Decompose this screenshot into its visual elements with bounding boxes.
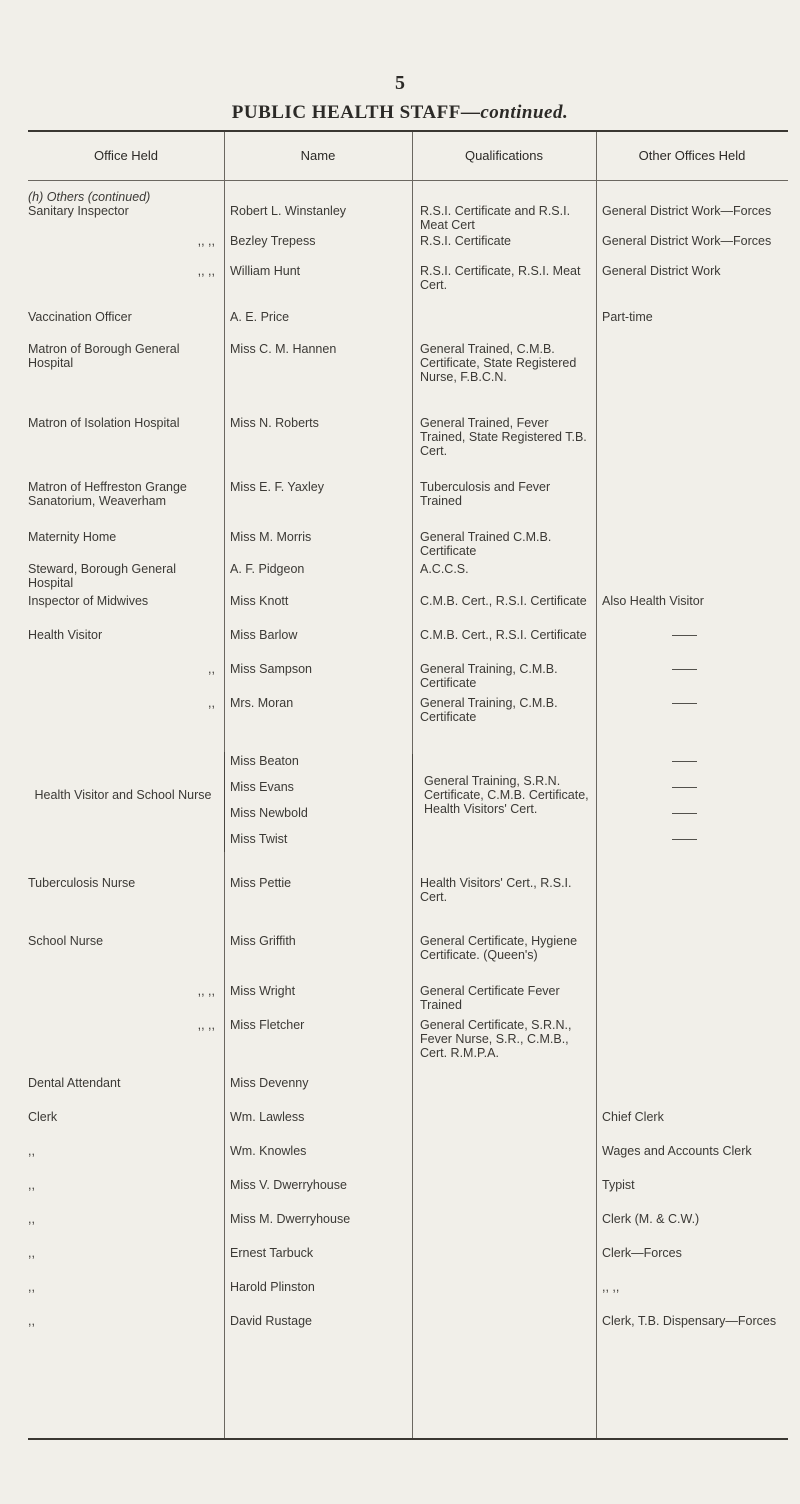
group-name-cell: Miss Beaton — [230, 754, 299, 768]
name-cell: Miss Wright — [230, 984, 296, 998]
office-cell: Matron of Borough General Hospital — [28, 342, 180, 370]
office-cell: Steward, Borough General Hospital — [28, 562, 177, 590]
qual-cell: R.S.I. Certificate — [420, 234, 511, 248]
office-cell: ,, — [28, 1212, 35, 1226]
other-cell: —— — [672, 628, 697, 642]
other-cell: General District Work—Forces — [602, 234, 772, 248]
name-cell: Miss Knott — [230, 594, 289, 608]
header-other: Other Offices Held — [638, 148, 746, 163]
name-cell: David Rustage — [230, 1314, 312, 1328]
other-cell: Part-time — [602, 310, 653, 324]
office-cell: Vaccination Officer — [28, 310, 132, 324]
office-cell: Clerk — [28, 1110, 58, 1124]
other-cell: —— — [672, 806, 697, 820]
office-cell: Tuberculosis Nurse — [28, 876, 136, 890]
office-cell: ,, ,, — [197, 234, 215, 248]
col-divider — [596, 132, 597, 1438]
name-cell: Wm. Knowles — [230, 1144, 307, 1158]
name-cell: Miss M. Dwerryhouse — [230, 1212, 351, 1226]
section-label: (h) Others (continued) — [28, 190, 151, 204]
qual-cell: General Training, C.M.B. Certificate — [420, 696, 558, 724]
other-cell: —— — [672, 754, 697, 768]
office-cell: ,, ,, — [197, 264, 215, 278]
other-cell: Also Health Visitor — [602, 594, 704, 608]
office-cell: ,, ,, — [197, 984, 215, 998]
name-cell: Miss Griffith — [230, 934, 296, 948]
other-cell: Typist — [602, 1178, 635, 1192]
qual-cell: General Certificate Fever Trained — [420, 984, 560, 1012]
header-name: Name — [300, 148, 336, 163]
name-cell: Robert L. Winstanley — [230, 204, 347, 218]
office-cell: ,, — [28, 1246, 35, 1260]
other-cell: Clerk, T.B. Dispensary—Forces — [602, 1314, 777, 1328]
qual-cell: General Certificate, S.R.N., Fever Nurse, S.R., C.M.B., Cert. R.M.P.A. — [420, 1018, 572, 1060]
office-cell: ,, — [28, 1144, 35, 1158]
name-cell: A. F. Pidgeon — [230, 562, 305, 576]
office-cell: ,, — [28, 1178, 35, 1192]
office-cell: Health Visitor — [28, 628, 103, 642]
other-cell: —— — [672, 780, 697, 794]
other-cell: Clerk—Forces — [602, 1246, 682, 1260]
name-cell: A. E. Price — [230, 310, 290, 324]
page-title — [0, 102, 800, 124]
office-cell: ,, — [28, 1280, 35, 1294]
qual-cell: R.S.I. Certificate and R.S.I. Meat Cert — [420, 204, 571, 232]
name-cell: Mrs. Moran — [230, 696, 294, 710]
header-office: Office Held — [93, 148, 159, 163]
other-cell: ,, ,, — [602, 1280, 620, 1294]
office-cell: ,, ,, — [197, 1018, 215, 1032]
group-name-cell: Miss Evans — [230, 780, 294, 794]
group-office-cell: Health Visitor and School Nurse — [34, 788, 212, 802]
qual-cell: General Trained C.M.B. Certificate — [420, 530, 552, 558]
name-cell: Ernest Tarbuck — [230, 1246, 314, 1260]
name-cell: Miss Barlow — [230, 628, 298, 642]
title-continued: continued. — [480, 102, 569, 123]
name-cell: Miss N. Roberts — [230, 416, 319, 430]
qual-cell: C.M.B. Cert., R.S.I. Certificate — [420, 594, 587, 608]
header-qualifications: Qualifications — [464, 148, 544, 163]
qual-cell: Tuberculosis and Fever Trained — [420, 480, 551, 508]
office-cell: Matron of Heffreston Grange Sanatorium, Weaverham — [28, 480, 187, 508]
qual-cell: R.S.I. Certificate, R.S.I. Meat Cert. — [420, 264, 581, 292]
other-cell: Clerk (M. & C.W.) — [602, 1212, 700, 1226]
office-cell: ,, — [28, 1314, 35, 1328]
group-qual-cell: General Training, S.R.N. Certificate, C.M.B. Certificate, Health Visitors' Cert. — [424, 774, 589, 816]
other-cell: Chief Clerk — [602, 1110, 664, 1124]
qual-cell: General Trained, C.M.B. Certificate, State Registered Nurse, F.B.C.N. — [420, 342, 577, 384]
office-cell: ,, — [208, 696, 215, 710]
group-name-cell: Miss Newbold — [230, 806, 308, 820]
name-cell: William Hunt — [230, 264, 301, 278]
qual-cell: General Trained, Fever Trained, State Registered T.B. Cert. — [420, 416, 587, 458]
qual-cell: General Certificate, Hygiene Certificate. (Queen's) — [420, 934, 578, 962]
office-cell: ,, — [208, 662, 215, 676]
other-cell: —— — [672, 662, 697, 676]
qual-cell: A.C.C.S. — [420, 562, 469, 576]
office-cell: School Nurse — [28, 934, 104, 948]
name-cell: Miss Fletcher — [230, 1018, 305, 1032]
other-cell: —— — [672, 696, 697, 710]
other-cell: General District Work—Forces — [602, 204, 772, 218]
office-cell: Sanitary Inspector — [28, 204, 129, 218]
other-cell: —— — [672, 832, 697, 846]
office-cell: Inspector of Midwives — [28, 594, 149, 608]
name-cell: Miss C. M. Hannen — [230, 342, 337, 356]
office-cell: Matron of Isolation Hospital — [28, 416, 180, 430]
name-cell: Miss V. Dwerryhouse — [230, 1178, 347, 1192]
name-cell: Miss M. Morris — [230, 530, 312, 544]
name-cell: Wm. Lawless — [230, 1110, 305, 1124]
staff-table — [28, 130, 788, 1440]
title-main: PUBLIC HEALTH STAFF— — [231, 102, 481, 123]
office-cell: Dental Attendant — [28, 1076, 121, 1090]
office-cell: Maternity Home — [28, 530, 117, 544]
qual-cell: General Training, C.M.B. Certificate — [420, 662, 558, 690]
qual-cell: C.M.B. Cert., R.S.I. Certificate — [420, 628, 587, 642]
name-cell: Miss Devenny — [230, 1076, 309, 1090]
qual-cell: Health Visitors' Cert., R.S.I. Cert. — [420, 876, 572, 904]
other-cell: General District Work — [602, 264, 721, 278]
group-name-cell: Miss Twist — [230, 832, 288, 846]
page-number: 5 — [395, 72, 405, 94]
name-cell: Miss E. F. Yaxley — [230, 480, 325, 494]
qual-brace — [412, 754, 419, 850]
name-cell: Bezley Trepess — [230, 234, 316, 248]
name-cell: Miss Sampson — [230, 662, 312, 676]
header-divider — [28, 180, 788, 181]
name-cell: Harold Plinston — [230, 1280, 315, 1294]
name-cell: Miss Pettie — [230, 876, 292, 890]
other-cell: Wages and Accounts Clerk — [602, 1144, 752, 1158]
